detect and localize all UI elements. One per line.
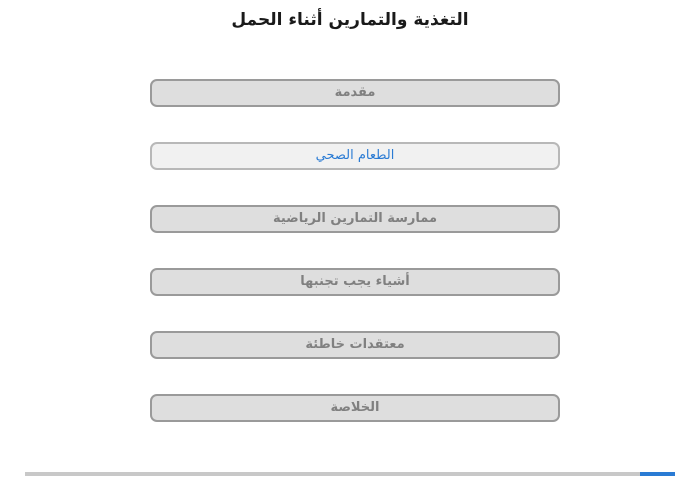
- menu-item-exercise[interactable]: ممارسة التمارين الرياضية: [150, 205, 560, 233]
- menu-item-healthy-food[interactable]: الطعام الصحي: [150, 142, 560, 170]
- page-title: التغذية والتمارين أثناء الحمل: [231, 10, 469, 30]
- menu-item-summary[interactable]: الخلاصة: [150, 394, 560, 422]
- progress-bar: [25, 472, 675, 476]
- menu-item-introduction[interactable]: مقدمة: [150, 79, 560, 107]
- menu-item-things-to-avoid[interactable]: أشياء يجب تجنبها: [150, 268, 560, 296]
- progress-bar-fill: [640, 472, 675, 476]
- menu-item-misconceptions[interactable]: معتقدات خاطئة: [150, 331, 560, 359]
- lesson-menu: [150, 79, 560, 457]
